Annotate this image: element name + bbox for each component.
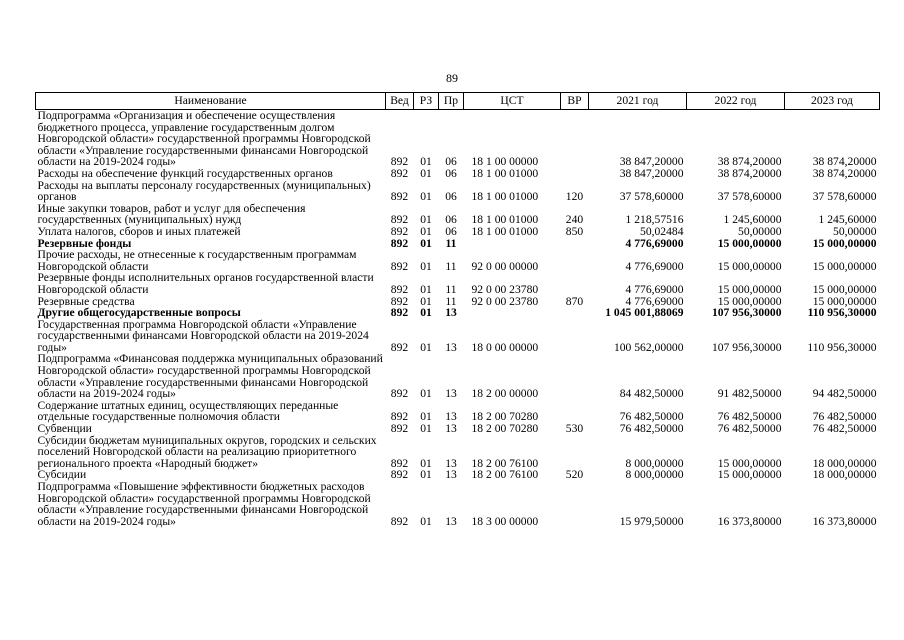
cell-name: Уплата налогов, сборов и иных платежей: [37, 224, 241, 238]
cell-pr: 11: [445, 282, 457, 296]
cell-cst: [464, 307, 561, 319]
cell-ved: 892: [390, 213, 409, 227]
cell-rz: 01: [420, 155, 432, 169]
cell-vr: [561, 110, 589, 168]
cell-2023: 1 245,60000: [818, 213, 877, 227]
cell-ved: 892: [390, 410, 409, 424]
cell-2021: 37 578,60000: [619, 190, 684, 204]
cell-2023: 15 000,00000: [812, 294, 877, 308]
cell-2022: 38 874,20000: [717, 166, 782, 180]
cell-ved: 892: [390, 422, 409, 436]
cell-rz: 01: [420, 387, 432, 401]
cell-vr: 120: [565, 190, 584, 204]
cell-2022: 76 482,50000: [717, 410, 782, 424]
cell-2022: 15 000,00000: [717, 294, 782, 308]
cell-rz: 01: [420, 410, 432, 424]
cell-name: Субсидии: [37, 468, 87, 482]
header-name: Наименование: [36, 93, 386, 110]
cell-2023: 76 482,50000: [812, 410, 877, 424]
cell-pr: 13: [445, 410, 457, 424]
cell-ved: 892: [390, 224, 409, 238]
table-row: [36, 110, 880, 168]
cell-cst: 92 0 00 23780: [471, 282, 539, 296]
cell-2023: 110 956,30000: [807, 306, 877, 320]
cell-cst: 18 1 00 01000: [471, 190, 539, 204]
cell-2021: 84 482,50000: [619, 387, 684, 401]
cell-vr: [561, 353, 589, 399]
cell-pr: 06: [445, 166, 457, 180]
cell-ved: 892: [390, 190, 409, 204]
budget-table: [35, 92, 880, 527]
cell-pr: 13: [445, 340, 457, 354]
header-rz: РЗ: [414, 93, 439, 110]
cell-rz: 01: [420, 259, 432, 273]
cell-vr: 850: [565, 224, 584, 238]
cell-name: Прочие расходы, не отнесенные к государственным программам Новгородской области: [37, 248, 357, 273]
cell-2022: 76 482,50000: [717, 422, 782, 436]
table-row: [36, 203, 880, 226]
cell-pr: 06: [445, 155, 457, 169]
cell-vr: [561, 307, 589, 319]
cell-rz: 01: [420, 514, 432, 528]
cell-2021: 100 562,00000: [613, 340, 684, 354]
cell-2021: 1 218,57516: [625, 213, 684, 227]
cell-rz: 01: [420, 224, 432, 238]
cell-ved: 892: [390, 236, 409, 250]
page-number: 89: [446, 71, 458, 85]
cell-2022: 50,00000: [738, 224, 782, 238]
cell-name: Расходы на обеспечение функций государственных органов: [37, 166, 333, 180]
cell-pr: 13: [445, 456, 457, 470]
cell-name: Другие общегосударственные вопросы: [37, 306, 241, 320]
cell-2022: 15 000,00000: [717, 282, 782, 296]
cell-2021: 38 847,20000: [619, 155, 684, 169]
table-row: [36, 168, 880, 180]
cell-2023: 38 874,20000: [812, 166, 877, 180]
cell-ved: 892: [390, 514, 409, 528]
cell-rz: 01: [420, 213, 432, 227]
cell-ved: 892: [390, 306, 409, 320]
cell-cst: 18 2 00 76100: [471, 468, 539, 482]
header-vr: ВР: [561, 93, 589, 110]
cell-cst: 18 2 00 70280: [471, 410, 539, 424]
cell-ved: 892: [390, 387, 409, 401]
cell-rz: 01: [420, 456, 432, 470]
cell-2022: 15 000,00000: [717, 468, 782, 482]
cell-pr: 06: [445, 213, 457, 227]
cell-2021: 15 979,50000: [619, 514, 684, 528]
cell-cst: 92 0 00 23780: [471, 294, 539, 308]
table-row: [36, 307, 880, 319]
cell-pr: 13: [445, 514, 457, 528]
cell-rz: 01: [420, 190, 432, 204]
cell-vr: 870: [565, 294, 584, 308]
cell-vr: [561, 272, 589, 295]
cell-cst: 18 1 00 00000: [471, 155, 539, 169]
cell-rz: 01: [420, 422, 432, 436]
table-header-row: [36, 93, 880, 110]
cell-2021: 38 847,20000: [619, 166, 684, 180]
table-row: [36, 319, 880, 354]
cell-pr: 11: [445, 259, 457, 273]
header-2023: 2023 год: [785, 93, 880, 110]
header-2022: 2022 год: [687, 93, 785, 110]
cell-cst: 18 1 00 01000: [471, 213, 539, 227]
cell-name: Иные закупки товаров, работ и услуг для обеспечения государственных (муниципальных) нужд: [37, 201, 306, 227]
cell-cst: 18 0 00 00000: [471, 340, 539, 354]
cell-name: Субсидии бюджетам муниципальных округов, городских и сельских поселений Новгородской области на реализацию приоритетного регионального проекта «Народный бюджет»: [37, 433, 377, 470]
cell-2022: 38 874,20000: [717, 155, 782, 169]
header-pr: Пр: [439, 93, 464, 110]
cell-2021: 76 482,50000: [619, 422, 684, 436]
table-row: [36, 249, 880, 272]
cell-2021: 1 045 001,88069: [605, 306, 684, 320]
cell-pr: 06: [445, 224, 457, 238]
header-ved: Вед: [386, 93, 414, 110]
cell-rz: 01: [420, 236, 432, 250]
table-row: [36, 423, 880, 435]
cell-rz: 01: [420, 306, 432, 320]
cell-pr: 13: [445, 306, 457, 320]
cell-2021: 4 776,69000: [625, 236, 684, 250]
cell-2021: 4 776,69000: [625, 294, 684, 308]
cell-name: Резервные фонды: [37, 236, 132, 250]
cell-vr: 530: [565, 422, 584, 436]
table-row: [36, 400, 880, 423]
cell-ved: 892: [390, 155, 409, 169]
header-cst: ЦСТ: [464, 93, 561, 110]
cell-pr: 13: [445, 468, 457, 482]
cell-vr: [561, 481, 589, 527]
cell-vr: 520: [565, 468, 584, 482]
cell-2021: 50,02484: [640, 224, 684, 238]
cell-2022: 1 245,60000: [723, 213, 782, 227]
cell-cst: 18 2 00 00000: [471, 387, 539, 401]
cell-ved: 892: [390, 282, 409, 296]
cell-2021: 76 482,50000: [619, 410, 684, 424]
cell-2021: 8 000,00000: [625, 456, 684, 470]
cell-cst: 18 3 00 00000: [471, 514, 539, 528]
cell-cst: [464, 238, 561, 250]
cell-pr: 13: [445, 422, 457, 436]
cell-rz: 01: [420, 166, 432, 180]
cell-ved: 892: [390, 294, 409, 308]
table-row: [36, 180, 880, 203]
cell-name: Подпрограмма «Организация и обеспечение осуществления бюджетного процесса, управление государственным долгом Новгородской области» государственной программы Новгородской области «Управление государственными финансами Новгородской области на 2019-2024 годы»: [37, 109, 371, 169]
cell-2021: 4 776,69000: [625, 259, 684, 273]
cell-name: Государственная программа Новгородской области «Управление государственными финансами Новгородской области на 2019-2024 годы»: [37, 317, 369, 354]
header-2021: 2021 год: [589, 93, 687, 110]
cell-2022: 91 482,50000: [717, 387, 782, 401]
cell-2023: 18 000,00000: [812, 468, 877, 482]
cell-ved: 892: [390, 468, 409, 482]
cell-name: Расходы на выплаты персоналу государственных (муниципальных) органов: [37, 178, 371, 204]
cell-name: Подпрограмма «Финансовая поддержка муниципальных образований Новгородской области» государственной программы Новгородской области «Управление государственными финансами Новгородской области на 2019-2024 годы»: [37, 352, 383, 401]
cell-vr: [561, 435, 589, 470]
cell-pr: 13: [445, 387, 457, 401]
cell-2022: 107 956,30000: [711, 340, 782, 354]
cell-2023: 76 482,50000: [812, 422, 877, 436]
table-row: [36, 226, 880, 238]
cell-2023: 15 000,00000: [812, 259, 877, 273]
table-row: [36, 481, 880, 527]
cell-name: Подпрограмма «Повышение эффективности бюджетных расходов Новгородской области» государственной программы Новгородской области «Управление государственными финансами Новгородской области на 2019-2024 годы»: [37, 480, 371, 528]
table-row: [36, 272, 880, 295]
cell-ved: 892: [390, 456, 409, 470]
cell-name: Резервные средства: [37, 294, 135, 308]
cell-rz: 01: [420, 468, 432, 482]
cell-pr: 06: [445, 190, 457, 204]
cell-cst: 18 1 00 01000: [471, 224, 539, 238]
cell-2021: 4 776,69000: [625, 282, 684, 296]
cell-rz: 01: [420, 340, 432, 354]
cell-2023: 110 956,30000: [807, 340, 877, 354]
cell-ved: 892: [390, 259, 409, 273]
table-body: [36, 110, 880, 528]
cell-cst: 18 2 00 70280: [471, 422, 539, 436]
cell-2022: 37 578,60000: [717, 190, 782, 204]
cell-2023: 38 874,20000: [812, 155, 877, 169]
table-row: [36, 435, 880, 470]
cell-name: Резервные фонды исполнительных органов государственной власти Новгородской области: [37, 271, 374, 296]
cell-vr: 240: [565, 213, 584, 227]
cell-2022: 15 000,00000: [717, 259, 782, 273]
cell-2021: 8 000,00000: [625, 468, 684, 482]
cell-rz: 01: [420, 282, 432, 296]
cell-cst: 18 2 00 76100: [471, 456, 539, 470]
cell-2023: 18 000,00000: [812, 456, 877, 470]
cell-ved: 892: [390, 340, 409, 354]
cell-2023: 16 373,80000: [812, 514, 877, 528]
cell-2022: 15 000,00000: [717, 236, 782, 250]
cell-2023: 94 482,50000: [812, 387, 877, 401]
cell-2023: 37 578,60000: [812, 190, 877, 204]
cell-vr: [561, 400, 589, 423]
cell-ved: 892: [390, 166, 409, 180]
cell-2022: 16 373,80000: [717, 514, 782, 528]
cell-2023: 15 000,00000: [812, 236, 877, 250]
cell-cst: 92 0 00 00000: [471, 259, 539, 273]
cell-pr: 11: [445, 294, 457, 308]
cell-vr: [561, 319, 589, 354]
cell-vr: [561, 249, 589, 272]
cell-vr: [561, 238, 589, 250]
cell-2022: 15 000,00000: [717, 456, 782, 470]
cell-2023: 50,00000: [833, 224, 877, 238]
cell-cst: 18 1 00 01000: [471, 166, 539, 180]
table-row: [36, 353, 880, 399]
cell-pr: 11: [445, 236, 457, 250]
cell-name: Содержание штатных единиц, осуществляющих переданные отдельные государственные полномочия области: [37, 398, 339, 424]
cell-name: Субвенции: [37, 422, 92, 436]
cell-vr: [561, 168, 589, 180]
cell-2023: 15 000,00000: [812, 282, 877, 296]
cell-rz: 01: [420, 294, 432, 308]
cell-2022: 107 956,30000: [711, 306, 782, 320]
